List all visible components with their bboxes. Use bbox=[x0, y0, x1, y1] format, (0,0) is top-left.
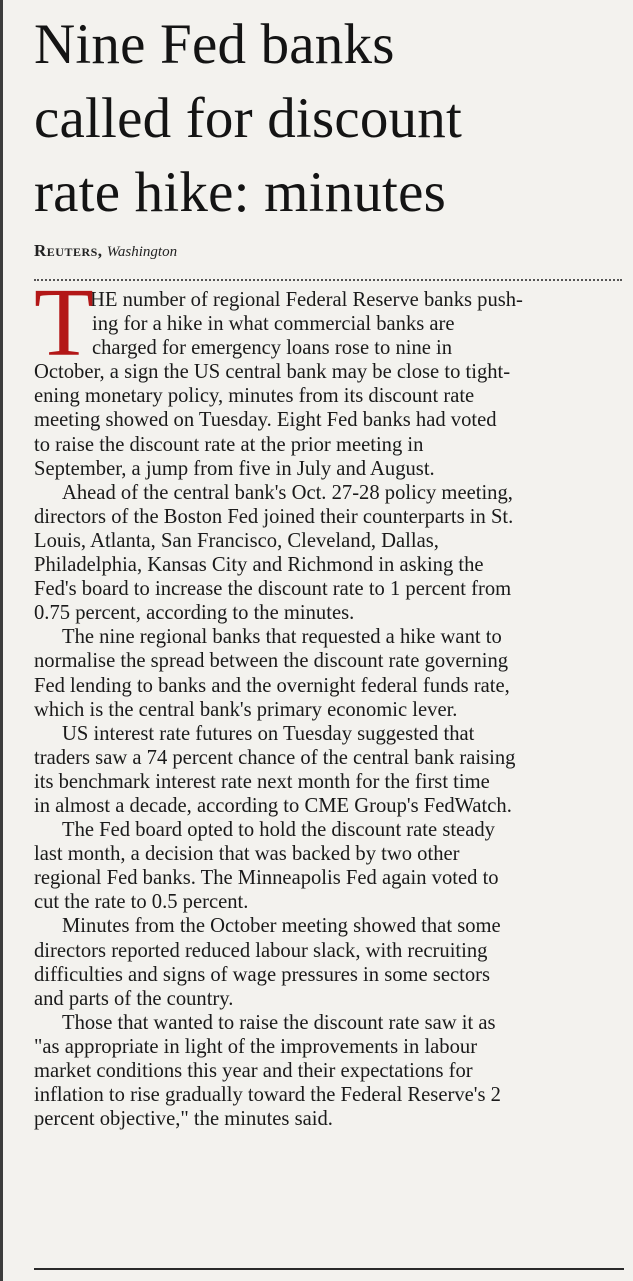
dotted-divider bbox=[34, 279, 622, 281]
bottom-rule bbox=[34, 1268, 624, 1270]
first-paragraph-wrap bbox=[34, 269, 626, 481]
text-line: Louis, Atlanta, San Francisco, Cleveland, Dallas, bbox=[34, 529, 439, 552]
byline-agency: Reuters, bbox=[34, 241, 103, 260]
paragraph bbox=[34, 914, 626, 1010]
text-line: Philadelphia, Kansas City and Richmond in asking the bbox=[34, 554, 484, 577]
paragraph bbox=[34, 1011, 626, 1131]
text-line: market conditions this year and their expectations for bbox=[34, 1060, 473, 1082]
headline-line: Nine Fed banks bbox=[34, 13, 395, 76]
text-line: difficulties and signs of wage pressures in some sectors bbox=[34, 963, 491, 986]
text-line: HE number of regional Federal Reserve banks push- bbox=[90, 289, 523, 311]
text-line: which is the central bank's primary economic lever. bbox=[34, 698, 458, 721]
text-line: Ahead of the central bank's Oct. 27-28 policy meeting, bbox=[62, 481, 513, 504]
paragraph bbox=[34, 288, 626, 481]
text-line: September, a jump from five in July and August. bbox=[34, 457, 435, 480]
headline-line: rate hike: minutes bbox=[34, 161, 446, 224]
text-line: ing for a hike in what commercial banks are bbox=[92, 313, 455, 336]
text-line: October, a sign the US central bank may be close to tight- bbox=[34, 361, 511, 384]
text-line: Fed lending to banks and the overnight federal funds rate, bbox=[34, 674, 510, 697]
text-line: meeting showed on Tuesday. Eight Fed banks had voted bbox=[34, 409, 497, 432]
dropcap-letter: T bbox=[34, 269, 94, 377]
text-line: traders saw a 74 percent chance of the central bank raising bbox=[34, 746, 516, 769]
text-line: its benchmark interest rate next month for the first time bbox=[34, 770, 490, 793]
text-line: directors reported reduced labour slack, with recruiting bbox=[34, 939, 488, 962]
text-line: regional Fed banks. The Minneapolis Fed again voted to bbox=[34, 867, 499, 890]
text-line: Those that wanted to raise the discount rate saw it as bbox=[62, 1011, 496, 1034]
headline bbox=[34, 8, 626, 230]
text-line: Minutes from the October meeting showed that some bbox=[62, 915, 501, 938]
paragraph bbox=[34, 722, 626, 818]
text-line: last month, a decision that was backed by two other bbox=[34, 843, 460, 866]
paragraph bbox=[34, 818, 626, 914]
text-line: percent objective," the minutes said. bbox=[34, 1108, 333, 1131]
text-line: The Fed board opted to hold the discount rate steady bbox=[62, 819, 495, 842]
text-line: The nine regional banks that requested a hike want to bbox=[62, 626, 502, 649]
text-line: to raise the discount rate at the prior meeting in bbox=[34, 433, 424, 456]
left-column-rule bbox=[0, 0, 3, 1281]
text-line: in almost a decade, according to CME Group's FedWatch. bbox=[34, 794, 512, 817]
text-line: directors of the Boston Fed joined their counterparts in St. bbox=[34, 505, 514, 528]
text-line: inflation to rise gradually toward the Federal Reserve's 2 bbox=[34, 1084, 501, 1107]
text-line: US interest rate futures on Tuesday suggested that bbox=[62, 722, 475, 745]
text-line: charged for emergency loans rose to nine in bbox=[92, 337, 453, 360]
text-line: normalise the spread between the discount rate governing bbox=[34, 650, 509, 673]
text-line: and parts of the country. bbox=[34, 987, 234, 1010]
text-line: cut the rate to 0.5 percent. bbox=[34, 891, 249, 914]
text-line: ening monetary policy, minutes from its discount rate bbox=[34, 385, 475, 408]
article-body bbox=[34, 269, 626, 1131]
byline bbox=[34, 240, 626, 263]
article bbox=[34, 8, 626, 1131]
text-line: "as appropriate in light of the improvements in labour bbox=[34, 1035, 478, 1058]
byline-location: Washington bbox=[106, 244, 178, 260]
text-line: Fed's board to increase the discount rate to 1 percent from bbox=[34, 578, 512, 601]
headline-line: called for discount bbox=[34, 87, 462, 150]
paragraph bbox=[34, 625, 626, 721]
text-line: 0.75 percent, according to the minutes. bbox=[34, 602, 355, 625]
paragraph bbox=[34, 481, 626, 626]
